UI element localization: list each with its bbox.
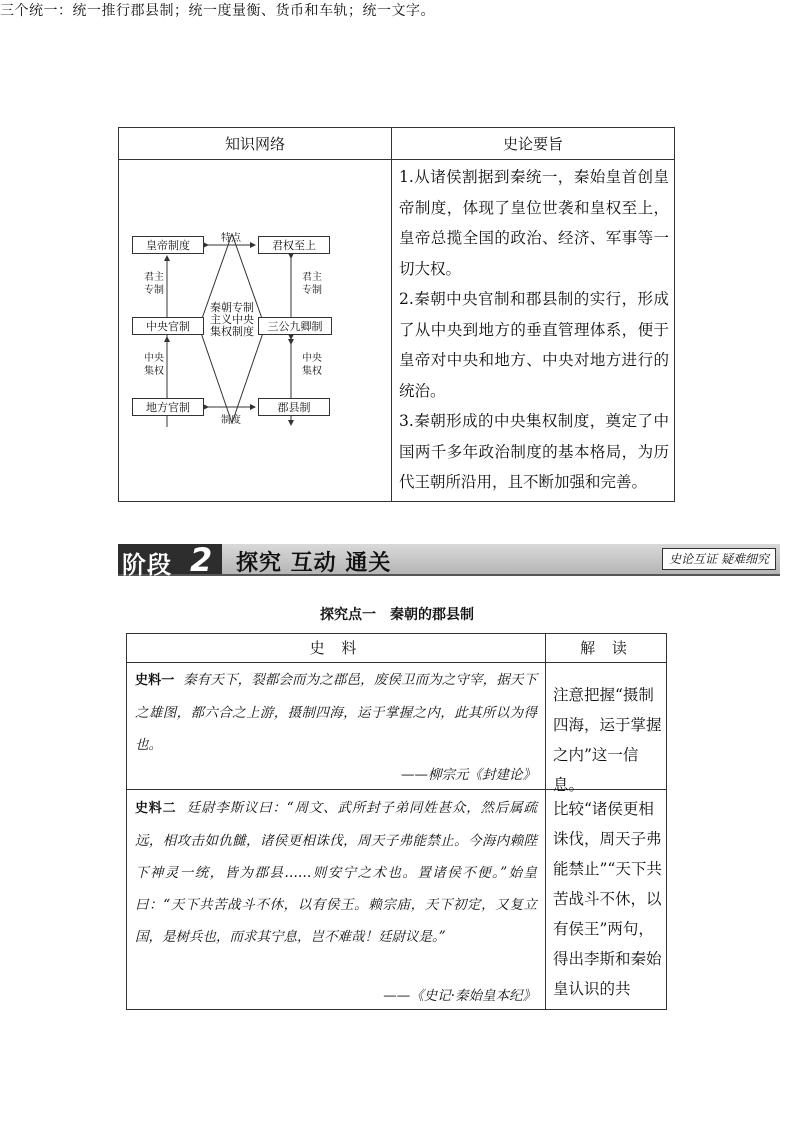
stage-number: 2 (190, 541, 213, 579)
table-divider (545, 634, 546, 1009)
center-label: 秦朝专制主义中央集权制度 (210, 301, 254, 338)
source-one-citation: ——柳宗元《封建论》 (401, 767, 536, 783)
banner-title: 探究 互动 通关 (236, 550, 392, 576)
table-divider (127, 662, 666, 663)
source-two-label: 史料二 (135, 801, 177, 816)
interpretation-one: 注意把握“摄制四海，运于掌握之内”这一信息。 (553, 686, 662, 794)
box-sangong-jiuqing: 三公九卿制 (258, 317, 332, 335)
key-point-3: 3.秦朝形成的中央集权制度，奠定了中国两千多年政治制度的基本格局，为历代王朝所沿用，且不断加强和完善。 (399, 412, 669, 491)
label-centralization-left: 中央集权 (144, 353, 164, 377)
header-knowledge-network: 知识网络 (224, 135, 285, 153)
box-junxian: 郡县制 (258, 398, 330, 416)
box-local-officials: 地方官制 (132, 398, 204, 416)
header-key-points: 史论要旨 (502, 135, 563, 153)
source-two (135, 792, 537, 953)
source-two-text: 廷尉李斯议曰：“周文、武所封子弟同姓甚众，然后属疏远，相攻击如仇雠，诸侯更相诛伐，周天子弗能禁止。今海内赖陛下神灵一统，皆为郡县……则安宁之术也。置诸侯不便。”始皇曰：“天下共苦战斗不休，以有侯王。赖宗庙，天下初定，又复立国，是树兵也，而求其宁息，岂不难哉！廷尉议是。” (135, 800, 537, 945)
stage-label: 阶段 (122, 551, 172, 579)
header-source: 史 料 (309, 639, 363, 657)
label-characteristic: 特点 (221, 233, 241, 244)
source-one-label: 史料一 (135, 673, 175, 688)
stage-banner (118, 541, 780, 579)
knowledge-table (118, 127, 675, 502)
box-supreme-power: 君权至上 (258, 236, 330, 254)
knowledge-diagram (119, 160, 391, 502)
stage-badge (118, 541, 222, 579)
label-autocracy-right: 君主专制 (302, 272, 322, 296)
key-point-2: 2.秦朝中央官制和郡县制的实行，形成了从中央到地方的垂直管理体系，便于皇帝对中央和地方、中央对地方进行的统治。 (399, 290, 669, 400)
source-two-citation: ——《史记·秦始皇本纪》 (383, 988, 536, 1004)
label-centralization-right: 中央集权 (302, 353, 322, 377)
table-divider (391, 128, 392, 501)
box-emperor-system: 皇帝制度 (132, 236, 204, 254)
interpretation-two: 比较“诸侯更相诛伐，周天子弗能禁止”“天下共苦战斗不休，以有侯王”两句，得出李斯和秦始皇认识的共 (553, 800, 662, 998)
key-points-text (399, 162, 669, 498)
source-one-text: 秦有天下，裂都会而为之郡邑，废侯卫而为之守宰，据天下之雄图，都六合之上游，摄制四海，运于掌握之内，此其所以为得也。 (135, 672, 537, 753)
header-interpretation: 解 读 (580, 639, 633, 657)
banner-underline (118, 574, 780, 576)
banner-tag: 史论互证 疑难细究 (662, 548, 776, 570)
source-table (126, 633, 667, 1010)
label-autocracy-left: 君主专制 (144, 272, 164, 296)
intro-line: 三个统一：统一推行郡县制；统一度量衡、货币和车轨；统一文字。 (0, 3, 435, 19)
box-central-officials: 中央官制 (132, 317, 204, 335)
source-one (135, 664, 537, 761)
label-system: 制度 (221, 415, 241, 426)
section-title: 探究点一 秦朝的郡县制 (320, 607, 474, 623)
key-point-1: 1.从诸侯割据到秦统一，秦始皇首创皇帝制度，体现了皇位世袭和皇权至上，皇帝总揽全国的政治、经济、军事等一切大权。 (399, 168, 669, 278)
